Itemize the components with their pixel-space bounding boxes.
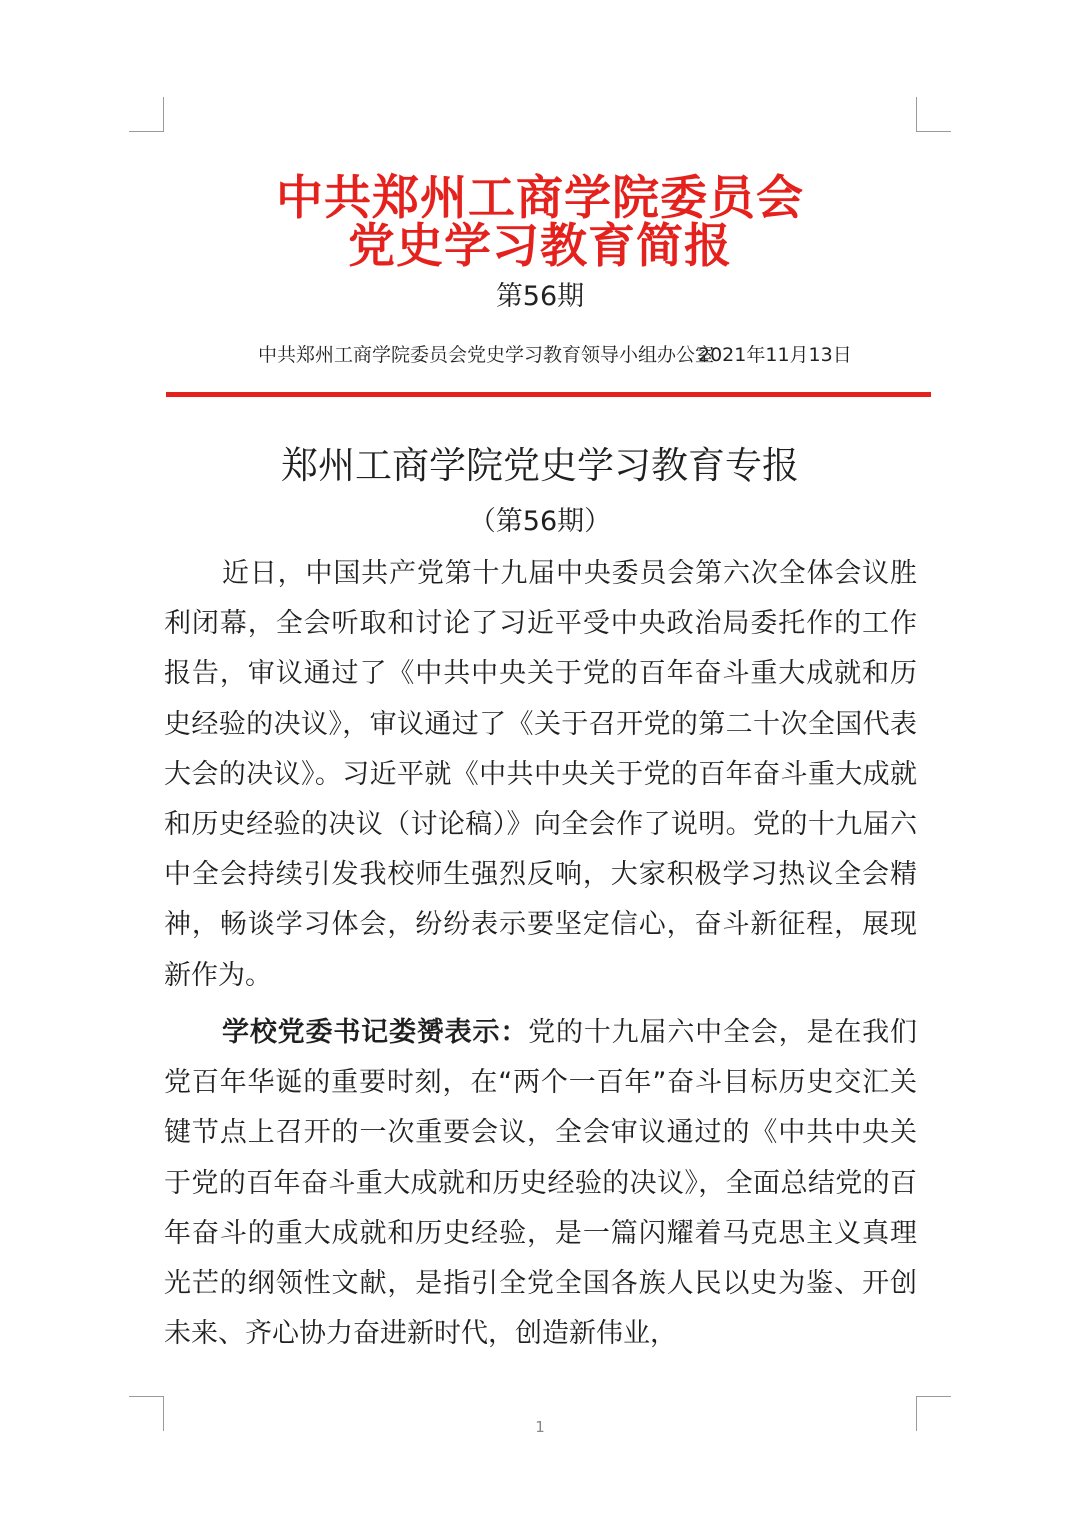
issue-date: 2021年11月13日	[698, 344, 852, 366]
bulletin-title: 党史学习教育简报	[348, 219, 732, 274]
org-title: 中共郑州工商学院委员会	[276, 171, 804, 226]
crop-mark-top-right	[916, 97, 951, 132]
issuing-office: 中共郑州工商学院委员会党史学习教育领导小组办公室	[258, 344, 715, 366]
page-number: 1	[535, 1418, 545, 1436]
article-title: 郑州工商学院党史学习教育专报	[281, 444, 799, 487]
body-paragraph-2	[164, 1008, 917, 1359]
paragraph-lead-speaker: 学校党委书记娄赟表示：	[222, 1017, 529, 1048]
paragraph-2-text: 党的十九届六中全会，是在我们党百年华诞的重要时刻，在“两个一百年”奋斗目标历史交汇关键节点上召开的一次重要会议，全会审议通过的《中共中央关于党的百年奋斗重大成就和历史经验的决议》，全面总结党的百年奋斗的重大成就和历史经验，是一篇闪耀着马克思主义真理光芒的纲领性文献，是指引全党全国各族人民以史为鉴、开创未来、齐心协力奋进新时代，创造新伟业，	[164, 1017, 918, 1350]
body-paragraph-1: 近日，中国共产党第十九届中央委员会第六次全体会议胜利闭幕，全会听取和讨论了习近平受中央政治局委托作的工作报告，审议通过了《中共中央关于党的百年奋斗重大成就和历史经验的决议》，审议通过了《关于召开党的第二十次全国代表大会的决议》。习近平就《中共中央关于党的百年奋斗重大成就和历史经验的决议（讨论稿）》向全会作了说明。党的十九届六中全会持续引发我校师生强烈反响，大家积极学习热议全会精神，畅谈学习体会，纷纷表示要坚定信心，奋斗新征程，展现新作为。	[164, 558, 917, 991]
article-issue-number: （第56期）	[468, 506, 612, 537]
bulletin-issue-number: 第56期	[495, 281, 585, 312]
crop-mark-top-left	[129, 97, 164, 132]
red-divider	[166, 392, 931, 397]
